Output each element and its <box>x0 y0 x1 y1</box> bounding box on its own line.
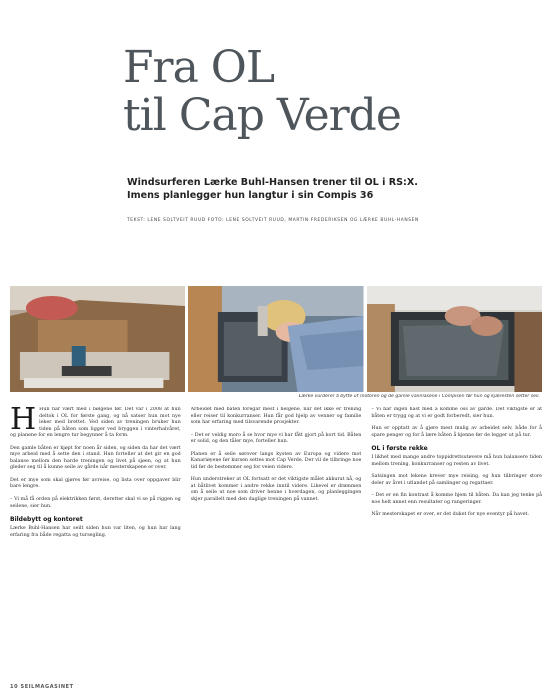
title-line-1: Fra OL <box>123 42 275 93</box>
body-paragraph: Hun er opptatt av å gjøre mest mulig av arbeidet selv, både for å spare penger og for å lære båten å kjenne før de legger ut på tur. <box>371 426 543 438</box>
body-paragraph: Det er mye som skal gjøres før avreise, og lista over oppgaver blir bare lengre. <box>10 477 181 490</box>
body-column-2 <box>191 407 362 682</box>
title-line-2: til Cap Verde <box>123 90 401 141</box>
article-body <box>10 407 542 682</box>
body-paragraph: – Vi må få orden på elektrikken først, deretter skal vi se på riggen og seilene, sier hun. <box>10 497 181 509</box>
body-paragraph: Lærke Buhl-Hansen har seilt siden hun var liten, og hun har lang erfaring fra både regatta og tursegling. <box>10 526 181 538</box>
photo-strip <box>10 286 542 392</box>
body-paragraph <box>10 407 181 440</box>
body-column-1 <box>10 407 181 682</box>
photo-boat-cabin <box>10 286 185 392</box>
body-paragraph: Satsingen mot lekene krever mye reising, og hun tilbringer store deler av året i utlandet på samlinger og regattaer. <box>371 474 543 486</box>
body-paragraph: I likhet med mange andre toppidrettsutøvere må hun balansere tiden mellom trening, konkurranser og resten av livet. <box>371 455 543 467</box>
body-paragraph: Hun understreker at OL fortsatt er det viktigste målet akkurat nå, og at båtlivet kommer i andre rekke inntil videre. Likevel er drømmen om å seile ut noe som driver henne i hverdagen, og planleggingen skjer parallelt med den daglige treningen på vannet. <box>190 477 362 503</box>
body-paragraph: – Det er veldig moro å se hvor mye vi har fått gjort på kort tid. Båten er solid, og den tåler mye, forteller hun. <box>190 432 362 445</box>
body-text: Hun har vært med i bølgene før. Det var i 2008 at hun deltok i OL for første gang, og nå satser hun mot nye leker med brettet. Ved siden av treningen bruker hun tiden på båten som ligger ved bryggen i vinterhalvåret, og planene for en lengre tur begynner å ta form. <box>10 407 181 439</box>
page-footer: 10 SEILMAGASINET <box>10 684 74 690</box>
lead-line-1: Windsurferen Lærke Buhl-Hansen trener til OL i RS:X. <box>127 177 418 188</box>
body-paragraph: – Vi har ingen hast med å komme oss av gårde. Det viktigste er at båten er trygg og at vi er godt forberedt, sier hun. <box>371 407 543 419</box>
photo-caption: Lærke vurderer å bytte ut motoren og de gamle vannlasene i Compisen før hun og kjæresten setter seil. <box>298 394 540 399</box>
photo-woman-engine-bay <box>188 286 363 392</box>
section-subhead: OL i første rekke <box>371 445 428 453</box>
body-paragraph: Når mesterskapet er over, er det duket for nye eventyr på havet. <box>371 512 529 518</box>
article-title <box>123 44 523 140</box>
body-paragraph: Planen er å seile sørover langs kysten av Europa og videre mot Kanariøyene før kursen settes mot Cap Verde. Der vil de tilbringe noe tid før de bestemmer seg for veien videre. <box>190 451 362 470</box>
lead-line-2: Imens planlegger hun langtur i sin Compis 36 <box>127 190 374 201</box>
drop-cap: H <box>10 407 37 437</box>
body-column-3 <box>371 407 542 682</box>
photo-hands-water-tank <box>367 286 542 392</box>
body-paragraph: – Det er en fin kontrast å komme hjem til båten. Da kan jeg tenke på noe helt annet enn resultater og rangeringer. <box>371 493 543 505</box>
body-paragraph: Arbeidet med båten foregår mest i helgene, når det ikke er trening eller reiser til konkurranser. Hun får god hjelp av venner og familie som har erfaring med tilsvarende prosjekter. <box>190 407 362 426</box>
byline-credits: TEKST: LENE SOLTVEIT RUUD FOTO: LENE SOLTVEIT RUUD, MARTIN FREDERIKSEN OG LÆRKE BUHL-HANSEN <box>127 218 419 223</box>
section-subhead: Bildebytt og kontoret <box>10 516 83 524</box>
body-paragraph: Den gamle båten er kjøpt for noen år siden, og siden da har det vært mye arbeid med å sette den i stand. Hun forteller at det gir en god balanse mellom den harde treningen og livet på sjøen, og at hun gleder seg til å kunne seile av gårde når mesterskapene er over. <box>10 445 181 471</box>
article-lead <box>127 176 527 202</box>
